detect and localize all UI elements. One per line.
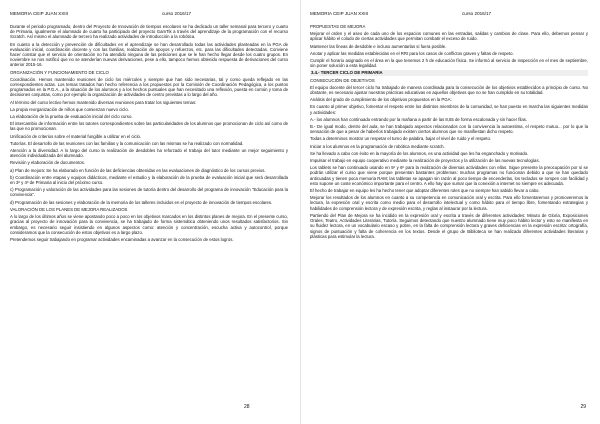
paragraph: Análisis del grado de cumplimiento de los objetivos propuestos en la PGA: [310, 97, 452, 103]
section-heading: VALORACIÓN DE LOS PLANES DE MEJORA REALIZADOS [10, 206, 128, 212]
header-school: MEMORIA CEIP JUAN XXIII [310, 11, 369, 16]
left-page-header [10, 10, 290, 18]
paragraph: Partiendo del Plan de Mejora se ha incidido en la expresión oral y escrita a través de diferentes actividades: Minuto de Gloria, Exposiciones Orales, Teatro, Actividades Literarias, Tutoría. Seguimos detectando que nuestro alumnado tiene muy poco hábito lector y esto se manifiesta en su fluidez lectora, en un vocabulario escaso y pobre, en la falta de comprensión lectora y graves deficiencias en la expresión escrita: ortografía, signos de puntuación y falta de coherencia en los textos. Desde el grupo de Biblioteca se han realizado diferentes actividades literarias y plásticas para estimular la lectura. [310, 212, 588, 239]
paragraph: A lo largo de los últimos años se viene apostando poco a poco en los objetivos marcados en los distintos planes de mejora. En el presente curso, gracias al proyecto de innovación para la convivencia, se ha trabajado de forma sistemática obteniendo unos resultados satisfactorios. Sin embargo, es necesario seguir insistiendo en algunos aspectos como: atención y concentración, escucha activa y autocontrol, porque consideramos que la consecución de estos objetivos es a largo plazo. [10, 214, 288, 235]
section-heading: CONSECUCIÓN DE OBJETIVOS [310, 77, 375, 83]
paragraph: Mejorar el orden y el aseo de cada uno de los espacios comunes en las entradas, salidas y cambios de clase. Para ello, debemos pensar y aplicar hábito el coludo de ciertas actividades que permitan combatir el exceso de ruido. [310, 31, 588, 42]
paragraph: Mantener las líneas de desdoble e incluso aumentarlas si fuera posible. [310, 43, 447, 49]
paragraph: En cuanto al primer objetivo, fomentar el respeto entre los distintos miembros de la comunidad, se han puesto en marcha las siguientes medidas y actividades: [310, 104, 588, 115]
header-course: curso 2016/17 [162, 11, 192, 16]
paragraph: B.- De igual modo, dentro del aula, se han trabajado aspectos relacionados con la convivencia la autoestima, el respeto mutuo... por lo que la sensación de que a pesar de haberlos trabajado existen ciertos alumnos que no manifiestan dicho respeto. [310, 124, 588, 135]
left-page-body [10, 24, 288, 244]
paragraph: La elaboración de la prueba de evaluación inicial del ciclo curso. [10, 114, 133, 120]
paragraph: Atención a la diversidad. A lo largo del curso la realización de desdobles ha reforzado el trabajo del tutor mediante un mejor seguimiento y atención individualizada del alumnado. [10, 148, 288, 159]
paragraph: A.- los alumnos han continuado entrando por la mañana a partir de las 8,55 de forma escalonada y sin hacer filas. [310, 116, 528, 122]
paragraph: Tutorías. El desarrollo de las reuniones con las familias y la comunicación con las mismas se ha realizado con normalidad. [10, 140, 244, 146]
paragraph: Todas a determinos mostrar un respetar el turno de palabra, bajar el nivel de ruido y el respeto. [310, 136, 492, 142]
header-school: MEMORIA CEIP JUAN XXIII [10, 11, 69, 16]
paragraph: Cumplir el horario asignado en el área en la que tenemos 2 h de educación física. Se informó al servicio de inspección en el mes de septiembre, sin poner solución a esta legalidad. [310, 58, 588, 69]
page-number: 29 [580, 404, 586, 410]
paragraph: La propia reorganización de niños que comienzan nuevo ciclo. [10, 106, 129, 112]
paragraph: El equipo docente del tercer ciclo ha trabajado de manera coordinada para la consecución de los objetivos establecidos a principio de curso. No obstante, es necesario ajustar nuestras prácticas educativas en aquellos objetivos que no se han cumplido en su totalidad. [310, 84, 588, 96]
paragraph: Durante el periodo programado, dentro del Proyecto de Innovación de tiempos escolares se ha dedicado un taller semanal para tercero y cuarto de Primaria, igualmente el alumnado de cuarto ha participado del proyecto GamTik a través del aprendizaje de la programación con el recurso Scratch. Así mismo el alumnado de tercero ha realizado actividades de introducción a la robótica. [10, 24, 288, 40]
page-number: 28 [244, 404, 250, 410]
paragraph: Al término del curso lectivo hemos mantenido diversas reuniones para tratar los siguientes temas: [10, 99, 197, 105]
paragraph: Impulsar el trabajo en equipo cooperativo mediante la realización de proyectos y la utilización de las nuevas tecnologías. [310, 158, 540, 164]
paragraph: a) Plan de mejora: Se ha elaborado en función de las deficiencias obtenidas en las evaluaciones de diagnóstico de los cursos previos. [10, 167, 266, 173]
paragraph: Coordinación. Hemos mantenido reuniones de ciclo los miércoles y siempre que han sido necesarias, tal y como queda reflejado en las correspondientes actas. Los temas tratados han hecho referencia a los propuestos por la Comisión de Coordinación Pedagógica, a los puntos programados en la P.G.A., a la situación de los alumnos y a los hechos puntuales que han necesitado una reflexión, puesta en común y toma de decisiones conjuntas, como por ejemplo la organización de actividades de centro previstas a lo largo del año. [10, 76, 288, 98]
paragraph: Mejorar los resultados de los alumnos en cuanto a su competencia en comunicación oral y escrita. Para ello fomentaremos y promoveremos la lectura, la expresión oral y escrita como medio para el desarrollo intelectual y como hábito para el tiempo libre, fomentando estrategias y habilidades de comprensión lectora y de expresión escrita, y reglas al instaurar por la lectura. [310, 195, 588, 211]
paragraph: Iniciar a los alumnos en la programación de robótica mediante scratch. [310, 143, 445, 149]
section-heading: ORGANIZACIÓN Y FUNCIONAMIENTO DE CICLO [10, 69, 109, 75]
paragraph: d) Programación de las sesiones y elaboración de la memoria de los talleres incluidos en el proyecto de innovación de tiempos escolares. [10, 199, 273, 205]
section-heading: PROPUESTAS DE MEJORA [310, 24, 366, 29]
chapter-heading: 3.4.- TERCER CICLO DE PRIMARIA [310, 70, 588, 75]
right-page-header [310, 10, 590, 18]
right-page [300, 0, 600, 424]
paragraph: El intercambio de información entre los tutores correspondientes sobre las particularidades de los alumnos que promocionan de ciclo así como de las que no promocionan. [10, 121, 288, 132]
paragraph: En cuanto a la detección y prevención de dificultades en el aprendizaje se han desarrollado todas las actividades planteadas en la PGA de evaluación inicial, coordinación docente y con las familias, realización de apoyos y refuerzos, etc. para las dificultades detectadas. Conviene hacer constar que el servicio de orientación no ha atendido ninguna de las peticiones que se le han hecho llegar desde los cuatro grupos. En noviembre se nos notificó que no se atenderían nuevas derivaciones, pese a ello, tampoco hemos obtenido respuesta de derivaciones del curso anterior 2015-16. [10, 41, 288, 68]
paragraph: b) Coordinación entre etapas y equipos didácticos, mediante el estudio y la elaboración de la prueba de evaluación inicial que será desarrollada en 3º y 4º de Primaria al inicio del próximo curso. [10, 174, 288, 186]
right-page-body [310, 24, 588, 241]
paragraph: Los tablets se han continuado usando en 5º y 6º para la realización de diversas actividades con ellas. Sigue presente la preocupación por si se podrán utilizar el curso que viene porque presentan bastantes problemas: muchas programas no funcionan debido a que se han quedado anticuadas y tienen poca memoria RAM; las tabletas se apagan sin razón al poco tiempo de encenderlas, los teclados se rompen con facilidad y esto supone un coste económico importante para el centro. A ello hay que sumar que la conexión a internet no siempre es adecuada. [310, 165, 588, 186]
paragraph: El hecho de trabajar en equipo les ha hecho tener que adoptar diferentes roles que no siempre han sabido llevar a cabo. [310, 188, 540, 194]
paragraph: Anotar y aplicar las medidas establecidas en el RRI para los casos de conflictos graves y faltas de respeto. [310, 50, 514, 56]
header-course: curso 2016/17 [462, 11, 492, 16]
paragraph: Pretendemos seguir trabajando en programar actividades encaminadas a avanzar en la consecución de estos logros. [10, 236, 234, 242]
paragraph: c) Programación y valoración de las actividades para las sesiones de tutoría dentro del desarrollo del programa de innovación "Educación para la convivencia". [10, 187, 288, 198]
paragraph: Revisión y elaboración de documentos. [10, 160, 86, 166]
paragraph: Unificación de criterios sobre el material fungible a utilizar en el ciclo. [10, 133, 142, 139]
paragraph: Se ha llevado a cabo con éxito en la mayoría de los alumnos, es una actividad que les ha enganchado y motivado. [310, 150, 529, 156]
